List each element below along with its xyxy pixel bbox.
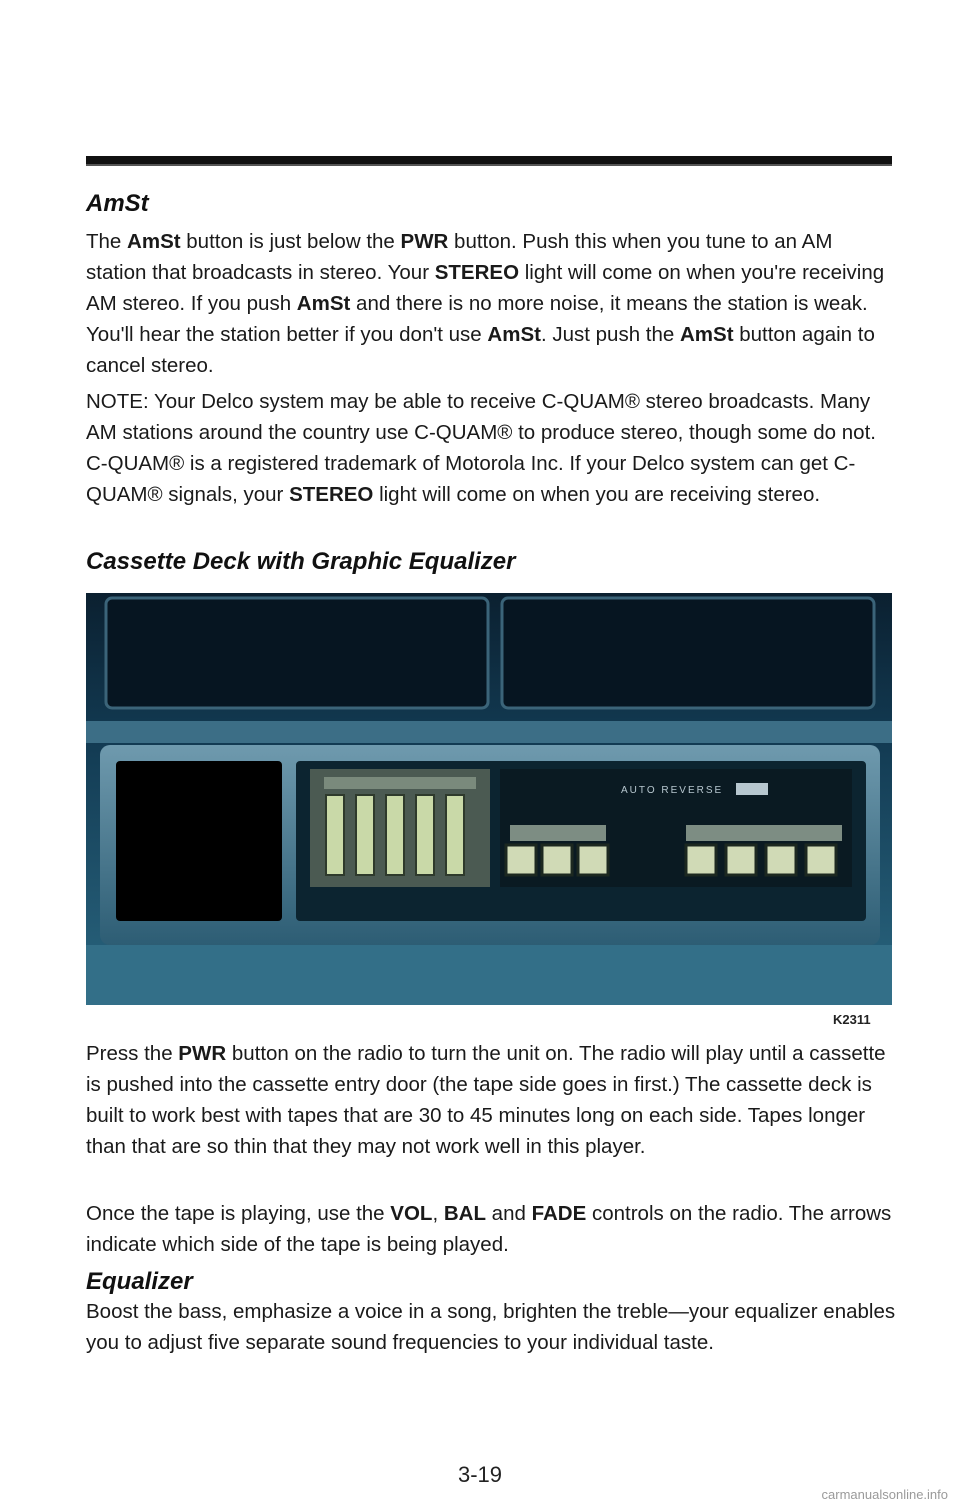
amst-paragraph: The AmSt button is just below the PWR button. Push this when you tune to an AM station that broadcasts in stereo. Your STEREO light will come on when you're receiving AM stereo. If you push AmSt and there is no more noise, it means the station is weak. You'll hear the station better if you don't use AmSt. Just push the AmSt button again to cancel stereo. (86, 230, 885, 377)
cassette-paragraph: Press the PWR button on the radio to turn the unit on. The radio will play until a cassette is pushed into the cassette entry door (the tape side goes in first.) The cassette deck is built to work best with tapes that are 30 to 45 minutes long on each side. Tapes longer than that are so thin that they may not work well in this player. (86, 1042, 886, 1158)
watermark: carmanualsonline.info (821, 1487, 948, 1502)
cassette-deck-photo (86, 593, 892, 1005)
amst-heading: AmSt (86, 190, 149, 217)
equalizer-heading: Equalizer (86, 1268, 193, 1295)
cassette-heading: Cassette Deck with Graphic Equalizer (86, 548, 516, 575)
top-rule (86, 156, 892, 166)
page-number: 3-19 (457, 1462, 503, 1487)
controls-paragraph: Once the tape is playing, use the VOL, BAL and FADE controls on the radio. The arrows indicate which side of the tape is being played. (86, 1202, 892, 1256)
auto-reverse-label: AUTO REVERSE (621, 785, 724, 796)
equalizer-paragraph: Boost the bass, emphasize a voice in a song, brighten the treble—your equalizer enables you to adjust five separate sound frequencies to your individual taste. (86, 1300, 896, 1354)
figure-code: K2311 (833, 1012, 871, 1027)
cquam-note: NOTE: Your Delco system may be able to receive C-QUAM® stereo broadcasts. Many AM stations around the country use C-QUAM® to produce stereo, though some do not. C-QUAM® is a registered trademark of Motorola Inc. If your Delco system can get C-QUAM® signals, your STEREO light will come on when you are receiving stereo. (86, 390, 876, 506)
